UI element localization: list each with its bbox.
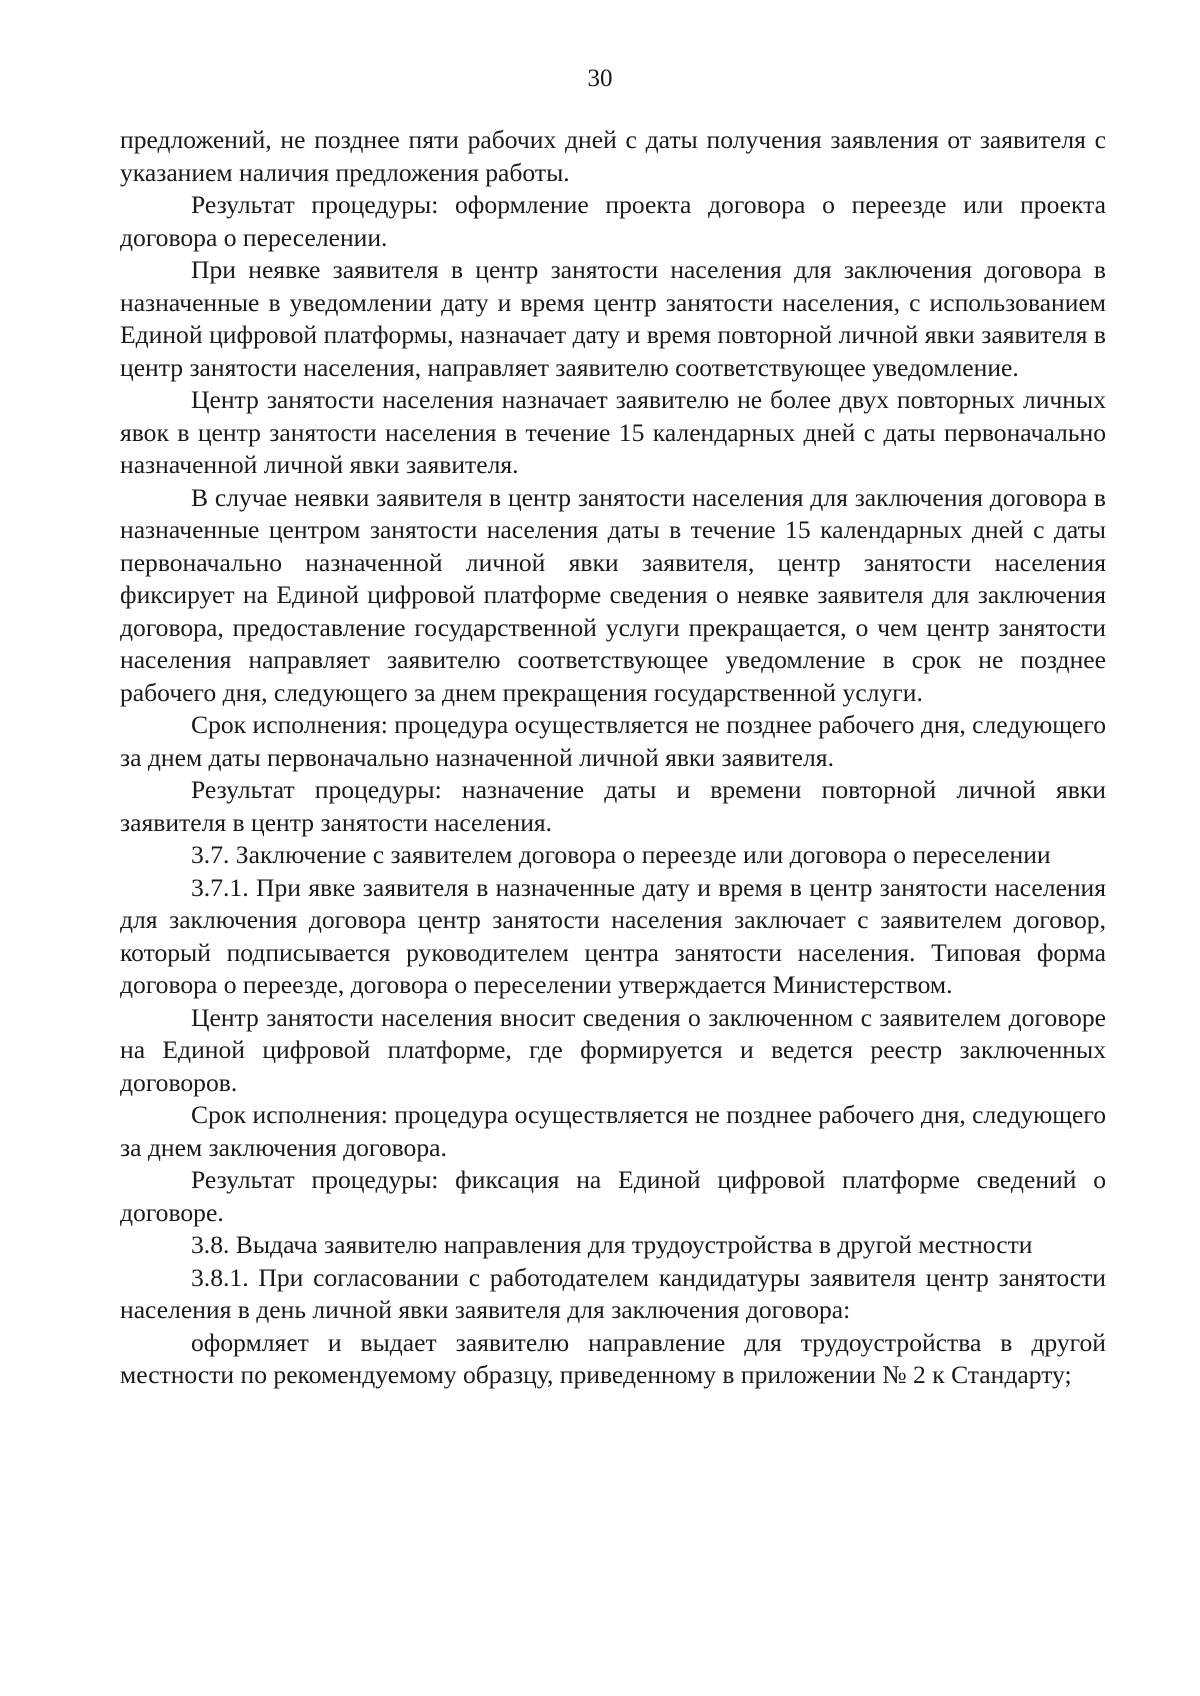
paragraph: Срок исполнения: процедура осуществляется не позднее рабочего дня, следующего за днем даты первоначально назначенной личной явки заявителя.	[120, 710, 1106, 772]
paragraph: Результат процедуры: фиксация на Единой цифровой платформе сведений о договоре.	[120, 1165, 1106, 1227]
paragraph: Срок исполнения: процедура осуществляется не позднее рабочего дня, следующего за днем заключения договора.	[120, 1100, 1106, 1162]
paragraph: 3.8.1. При согласовании с работодателем кандидатуры заявителя центр занятости населения в день личной явки заявителя для заключения договора:	[120, 1262, 1106, 1324]
section-heading: 3.8. Выдача заявителю направления для трудоустройства в другой местности	[191, 1230, 1033, 1259]
paragraph: 3.7.1. При явке заявителя в назначенные дату и время в центр занятости населения для заключения договора центр занятости населения заключает с заявителем договор, который подписывается руководителем центра занятости населения. Типовая форма договора о переезде, договора о переселении утверждается Министерством.	[120, 872, 1106, 999]
paragraph: оформляет и выдает заявителю направление для трудоустройства в другой местности по рекомендуемому образцу, приведенному в приложении № 2 к Стандарту;	[120, 1327, 1106, 1389]
paragraph: В случае неявки заявителя в центр занятости населения для заключения договора в назначенные центром занятости населения даты в течение 15 календарных дней с даты первоначально назначенной личной явки заявителя, центр занятости населения фиксирует на Единой цифровой платформе сведения о неявке заявителя для заключения договора, предоставление государственной услуги прекращается, о чем центр занятости населения направляет заявителю соответствующее уведомление в срок не позднее рабочего дня, следующего за днем прекращения государственной услуги.	[120, 482, 1106, 707]
page-number: 30	[587, 65, 613, 92]
paragraph: Результат процедуры: оформление проекта договора о переезде или проекта договора о переселении.	[120, 190, 1106, 252]
paragraph: Результат процедуры: назначение даты и времени повторной личной явки заявителя в центр занятости населения.	[120, 775, 1106, 837]
paragraph: При неявке заявителя в центр занятости населения для заключения договора в назначенные в уведомлении дату и время центр занятости населения, с использованием Единой цифровой платформы, назначает дату и время повторной личной явки заявителя в центр занятости населения, направляет заявителю соответствующее уведомление.	[120, 255, 1106, 382]
document-body	[120, 124, 1106, 1392]
paragraph: Центр занятости населения вносит сведения о заключенном с заявителем договоре на Единой цифровой платформе, где формируется и ведется реестр заключенных договоров.	[120, 1002, 1106, 1097]
paragraph: Центр занятости населения назначает заявителю не более двух повторных личных явок в центр занятости населения в течение 15 календарных дней с даты первоначально назначенной личной явки заявителя.	[120, 385, 1106, 479]
section-heading: 3.7. Заключение с заявителем договора о переезде или договора о переселении	[191, 840, 1051, 869]
paragraph: предложений, не позднее пяти рабочих дней с даты получения заявления от заявителя с указанием наличия предложения работы.	[120, 125, 1106, 187]
